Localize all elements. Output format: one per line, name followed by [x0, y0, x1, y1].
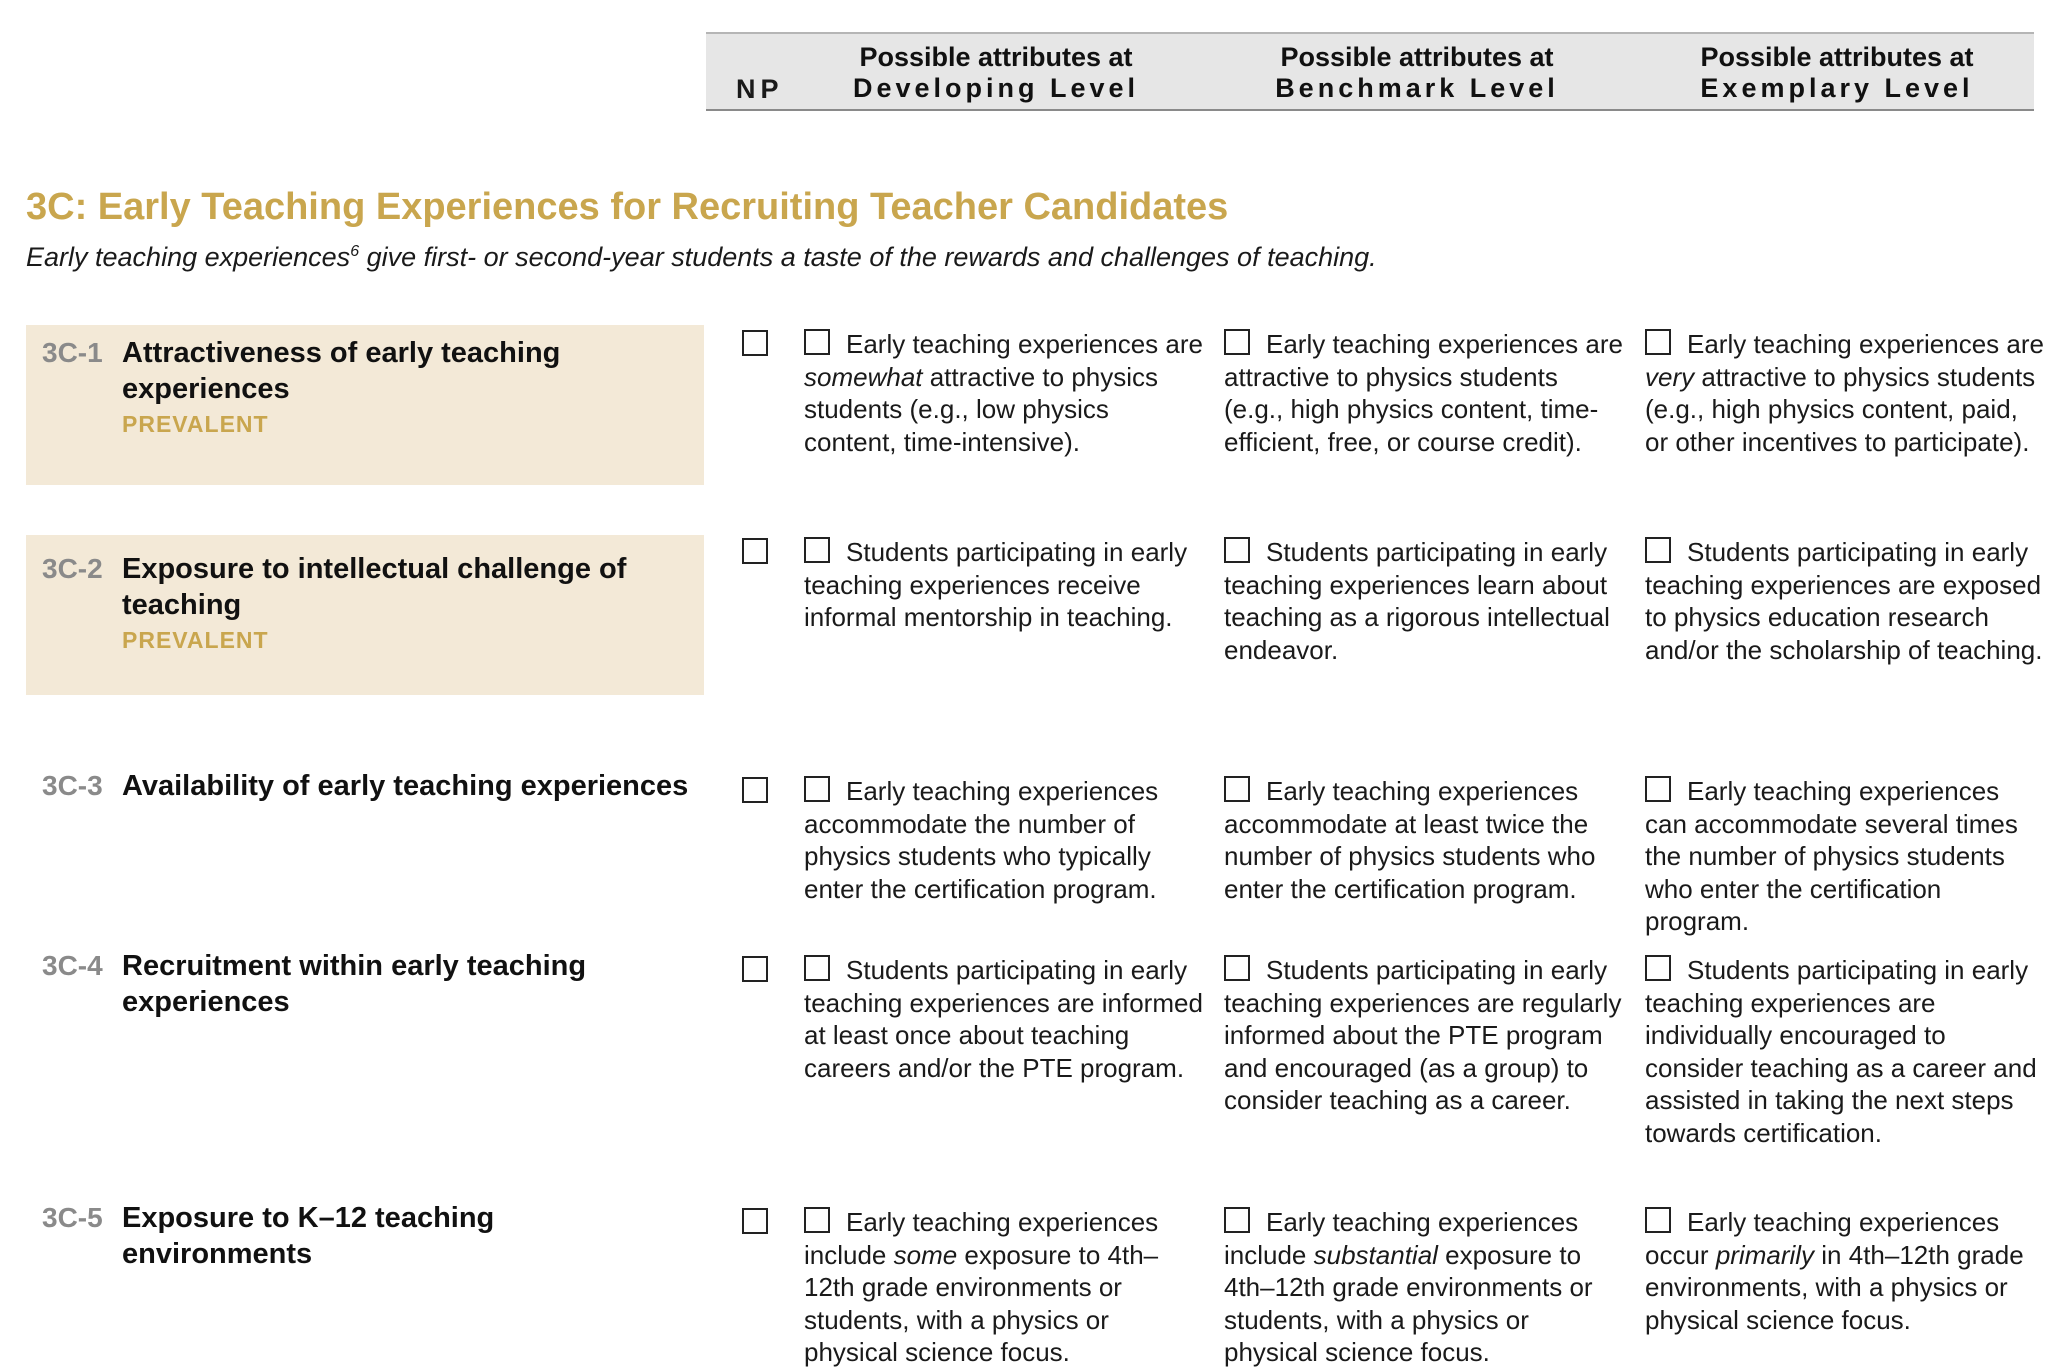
header-developing-line2: Developing Level — [852, 73, 1140, 103]
level-header-bar — [706, 32, 2034, 111]
text-post: in 4th–12th grade environments, with a physics or physical science focus. — [1645, 1239, 2024, 1335]
header-exemplary-line2: Exemplary Level — [1700, 73, 1974, 103]
developing-cell-3c-2 — [804, 536, 1204, 634]
header-developing-line1: Possible attributes at — [859, 42, 1133, 72]
benchmark-checkbox-3c-2[interactable] — [1224, 537, 1250, 563]
footnote-marker: 6 — [350, 243, 360, 260]
text-pre: Students participating in early teaching experiences are exposed to physics education research and/or the scholarship of teaching. — [1645, 537, 2043, 665]
exemplary-cell-3c-4 — [1645, 954, 2045, 1149]
np-header: NP — [736, 74, 784, 104]
text-post: attractive to physics students (e.g., high physics content, paid, or other incentives to participate). — [1645, 361, 2036, 457]
row-code: 3C-5 — [42, 1202, 103, 1233]
np-checkbox-3c-4[interactable] — [742, 956, 768, 982]
developing-cell-3c-4 — [804, 954, 1204, 1084]
exemplary-cell-3c-2 — [1645, 536, 2045, 666]
exemplary-cell-3c-5 — [1645, 1206, 2045, 1336]
np-checkbox-3c-1[interactable] — [742, 330, 768, 356]
row-name: Exposure to K–12 teaching environments — [122, 1202, 495, 1270]
exemplary-checkbox-3c-3[interactable] — [1645, 776, 1671, 802]
text-pre: Students participating in early teaching experiences are regularly informed about the PTE program and encouraged (as a group) to consider teaching as a career. — [1224, 955, 1622, 1115]
section-title: 3C: Early Teaching Experiences for Recruiting Teacher Candidates — [26, 186, 1229, 228]
prevalent-tag: PREVALENT — [122, 411, 269, 437]
benchmark-checkbox-3c-4[interactable] — [1224, 955, 1250, 981]
prevalent-tag: PREVALENT — [122, 627, 269, 653]
text-pre: Early teaching experiences occur — [1645, 1207, 2000, 1270]
developing-cell-3c-1 — [804, 328, 1204, 458]
row-code: 3C-3 — [42, 770, 103, 801]
row-code: 3C-4 — [42, 950, 103, 981]
header-benchmark — [1212, 42, 1622, 104]
row-name: Attractiveness of early teaching experiences — [122, 337, 561, 405]
developing-checkbox-3c-3[interactable] — [804, 776, 830, 802]
developing-cell-3c-3 — [804, 775, 1204, 905]
text-pre: Students participating in early teaching experiences learn about teaching as a rigorous intellectual endeavor. — [1224, 537, 1610, 665]
developing-checkbox-3c-2[interactable] — [804, 537, 830, 563]
text-em: primarily — [1715, 1239, 1815, 1270]
exemplary-cell-3c-3 — [1645, 775, 2045, 938]
row-code: 3C-1 — [42, 337, 103, 368]
benchmark-cell-3c-3 — [1224, 775, 1624, 905]
text-pre: Students participating in early teaching experiences receive informal mentorship in teaching. — [804, 537, 1188, 632]
text-em: some — [893, 1239, 958, 1270]
row-label-3c-2 — [26, 535, 704, 695]
text-em: very — [1645, 361, 1695, 392]
row-label-3c-1 — [26, 325, 704, 485]
benchmark-cell-3c-2 — [1224, 536, 1624, 666]
row-name: Exposure to intellectual challenge of teaching — [122, 553, 627, 621]
header-benchmark-line1: Possible attributes at — [1280, 42, 1554, 72]
text-pre: Early teaching experiences can accommodate several times the number of physics students who enter the certification program. — [1645, 776, 2018, 936]
section-subtitle — [26, 242, 1377, 273]
exemplary-checkbox-3c-2[interactable] — [1645, 537, 1671, 563]
row-name: Recruitment within early teaching experiences — [122, 950, 587, 1018]
row-label-3c-5 — [26, 1200, 704, 1270]
developing-checkbox-3c-4[interactable] — [804, 955, 830, 981]
text-post: attractive to physics students (e.g., low physics content, time-intensive). — [804, 361, 1159, 457]
text-pre: Early teaching experiences are attractive to physics students (e.g., high physics content, time-efficient, free, or course credit). — [1224, 329, 1623, 457]
text-em: somewhat — [804, 361, 923, 392]
benchmark-checkbox-3c-1[interactable] — [1224, 329, 1250, 355]
np-checkbox-3c-3[interactable] — [742, 777, 768, 803]
row-label-3c-4 — [26, 948, 704, 1028]
subtitle-pre: Early teaching experiences — [26, 242, 351, 272]
text-post: exposure to 4th–12th grade environments or students, with a physics or physical science focus. — [1224, 1239, 1593, 1367]
text-pre: Students participating in early teaching experiences are informed at least once about teaching careers and/or the PTE program. — [804, 955, 1203, 1083]
text-pre: Early teaching experiences include — [1224, 1207, 1579, 1270]
exemplary-checkbox-3c-1[interactable] — [1645, 329, 1671, 355]
developing-checkbox-3c-1[interactable] — [804, 329, 830, 355]
row-code: 3C-2 — [42, 553, 103, 584]
np-checkbox-3c-5[interactable] — [742, 1208, 768, 1234]
text-pre: Early teaching experiences are — [846, 329, 1203, 359]
exemplary-checkbox-3c-5[interactable] — [1645, 1207, 1671, 1233]
benchmark-checkbox-3c-3[interactable] — [1224, 776, 1250, 802]
text-pre: Early teaching experiences include — [804, 1207, 1159, 1270]
text-pre: Early teaching experiences accommodate at least twice the number of physics students who enter the certification program. — [1224, 776, 1596, 904]
benchmark-cell-3c-5 — [1224, 1206, 1624, 1369]
developing-cell-3c-5 — [804, 1206, 1204, 1369]
subtitle-post: give first- or second-year students a taste of the rewards and challenges of teaching. — [359, 242, 1377, 272]
text-pre: Students participating in early teaching experiences are individually encouraged to consider teaching as a career and assisted in taking the next steps towards certification. — [1645, 955, 2037, 1148]
header-exemplary — [1632, 42, 2042, 104]
exemplary-checkbox-3c-4[interactable] — [1645, 955, 1671, 981]
header-developing — [791, 42, 1201, 104]
text-pre: Early teaching experiences are — [1687, 329, 2044, 359]
exemplary-cell-3c-1 — [1645, 328, 2045, 458]
header-exemplary-line1: Possible attributes at — [1700, 42, 1974, 72]
developing-checkbox-3c-5[interactable] — [804, 1207, 830, 1233]
benchmark-cell-3c-4 — [1224, 954, 1624, 1117]
benchmark-checkbox-3c-5[interactable] — [1224, 1207, 1250, 1233]
header-benchmark-line2: Benchmark Level — [1275, 73, 1559, 103]
text-em: substantial — [1313, 1239, 1438, 1270]
text-pre: Early teaching experiences accommodate the number of physics students who typically enter the certification program. — [804, 776, 1159, 904]
np-checkbox-3c-2[interactable] — [742, 538, 768, 564]
text-post: exposure to 4th–12th grade environments or students, with a physics or physical science focus. — [804, 1239, 1159, 1367]
row-label-3c-3 — [26, 768, 704, 828]
benchmark-cell-3c-1 — [1224, 328, 1624, 458]
row-name: Availability of early teaching experiences — [122, 770, 689, 802]
